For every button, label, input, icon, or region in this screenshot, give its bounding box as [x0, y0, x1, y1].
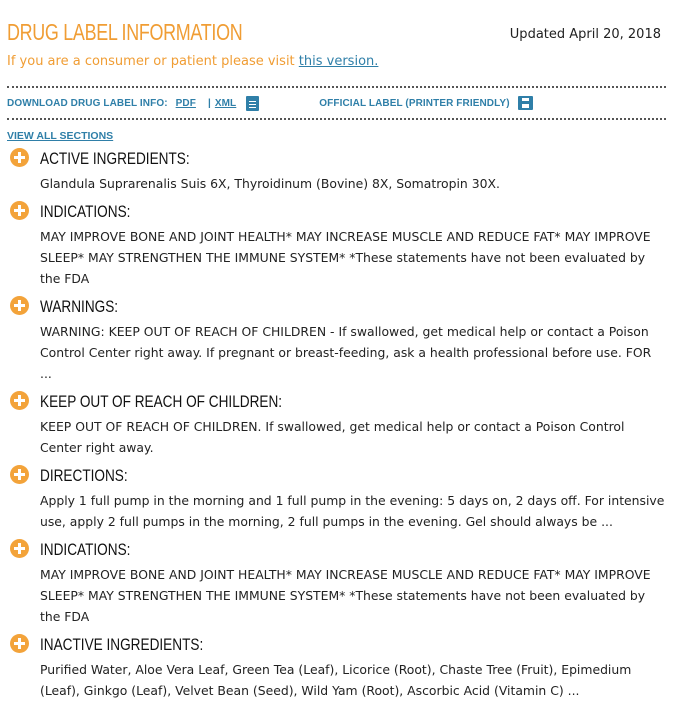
expand-plus-icon[interactable]	[10, 391, 29, 410]
download-separator: |	[207, 97, 211, 109]
section-title[interactable]: ACTIVE INGREDIENTS:	[40, 149, 190, 168]
official-label-link[interactable]: OFFICIAL LABEL (PRINTER FRIENDLY)	[319, 97, 510, 109]
section-body: MAY IMPROVE BONE AND JOINT HEALTH* MAY INCREASE MUSCLE AND REDUCE FAT* MAY IMPROVE SLEEP* MAY STRENGTHEN THE IMMUNE SYSTEM* *These statements have not been evaluated by the FDA	[40, 567, 651, 624]
updated-date: Updated April 20, 2018	[509, 27, 661, 42]
section-body: Glandula Suprarenalis Suis 6X, Thyroidinum (Bovine) 8X, Somatropin 30X.	[40, 176, 500, 191]
section-warnings	[7, 295, 683, 384]
printer-icon[interactable]	[518, 96, 533, 110]
consumer-version-link[interactable]: this version.	[298, 54, 379, 69]
expand-plus-icon[interactable]	[10, 465, 29, 484]
section-body: WARNING: KEEP OUT OF REACH OF CHILDREN - If swallowed, get medical help or contact a Poison Control Center right away. If pregnant or breast-feeding, ask a health professional before use. FOR ...	[40, 324, 652, 381]
xml-link[interactable]: XML	[214, 97, 237, 109]
section-indications	[7, 200, 683, 289]
section-title[interactable]: DIRECTIONS:	[40, 466, 128, 485]
download-bar	[7, 88, 683, 118]
section-title[interactable]: INDICATIONS:	[40, 540, 131, 559]
section-body: MAY IMPROVE BONE AND JOINT HEALTH* MAY INCREASE MUSCLE AND REDUCE FAT* MAY IMPROVE SLEEP* MAY STRENGTHEN THE IMMUNE SYSTEM* *These statements have not been evaluated by the FDA	[40, 229, 651, 286]
section-active-ingredients	[7, 147, 683, 194]
section-title[interactable]: KEEP OUT OF REACH OF CHILDREN:	[40, 392, 283, 411]
section-body: Apply 1 full pump in the morning and 1 full pump in the evening: 5 days on, 2 days off. For intensive use, apply 2 full pumps in the morning, 2 full pumps in the evening. Gel should always be ...	[40, 493, 665, 529]
section-body: KEEP OUT OF REACH OF CHILDREN. If swallowed, get medical help or contact a Poison Control Center right away.	[40, 419, 625, 455]
header	[7, 0, 683, 86]
section-directions	[7, 464, 683, 532]
section-title[interactable]: INACTIVE INGREDIENTS:	[40, 635, 204, 654]
download-label: DOWNLOAD DRUG LABEL INFO:	[7, 97, 168, 109]
expand-plus-icon[interactable]	[10, 539, 29, 558]
expand-plus-icon[interactable]	[10, 148, 29, 167]
section-inactive-ingredients	[7, 633, 683, 701]
section-title[interactable]: INDICATIONS:	[40, 202, 131, 221]
pdf-link[interactable]: PDF	[175, 97, 196, 109]
consumer-notice	[7, 54, 378, 69]
section-keep-out-of-reach	[7, 390, 683, 458]
expand-plus-icon[interactable]	[10, 296, 29, 315]
document-icon[interactable]	[246, 96, 259, 111]
section-title[interactable]: WARNINGS:	[40, 297, 119, 316]
view-all-sections-link[interactable]: VIEW ALL SECTIONS	[7, 130, 114, 142]
expand-plus-icon[interactable]	[10, 634, 29, 653]
section-body: Purified Water, Aloe Vera Leaf, Green Tea (Leaf), Licorice (Root), Chaste Tree (Fruit), Epimedium (Leaf), Ginkgo (Leaf), Velvet Bean (Seed), Wild Yam (Root), Ascorbic Acid (Vitamin C) ...	[40, 662, 632, 698]
consumer-text: If you are a consumer or patient please visit	[7, 54, 299, 69]
expand-plus-icon[interactable]	[10, 201, 29, 220]
sections-list	[7, 147, 683, 701]
page-title: DRUG LABEL INFORMATION	[7, 19, 243, 45]
divider-bottom	[7, 118, 666, 120]
section-indications-2	[7, 538, 683, 627]
